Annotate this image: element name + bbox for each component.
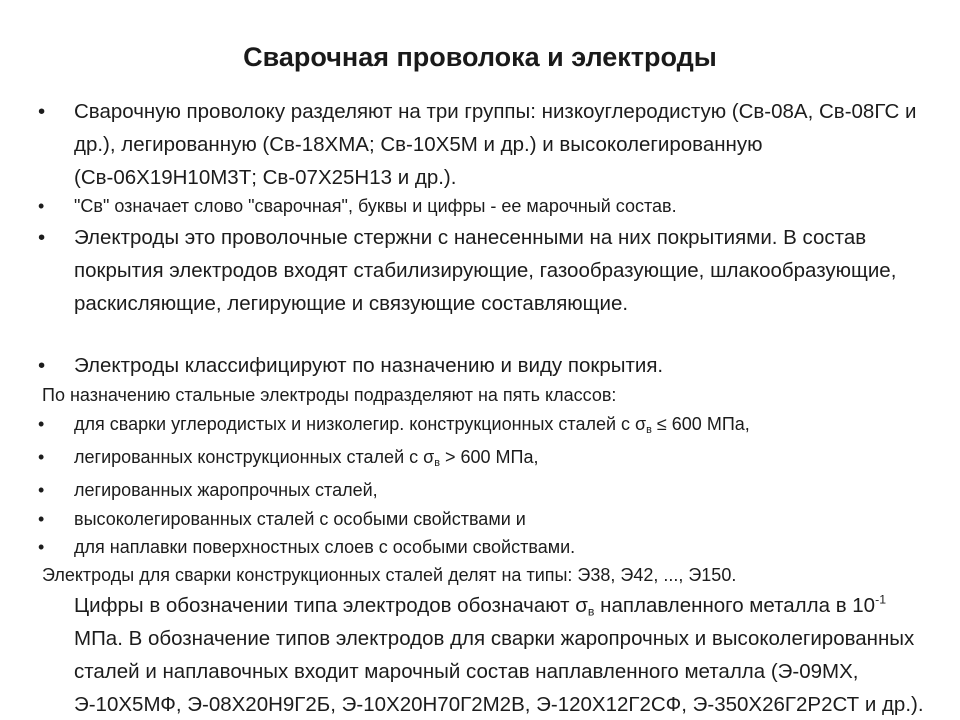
bullet-electrodes-definition xyxy=(38,221,946,320)
class-text: для сварки углеродистых и низколегир. конструкционных сталей с $\sigma_в \le 600$ МПа, xyxy=(74,414,750,437)
bullet-text: Электроды это проволочные стержни с нанесенными на них покрытиями. В состав покрытия электродов входят стабилизирующие, газообразующие, шлакообразующие, раскисляющие, легирующие и связующие составляющие. xyxy=(74,226,897,315)
bullet-text: Сварочную проволоку разделяют на три группы: низкоуглеродистую (Св-08А, Св-08ГС и др.), легированную (Св-18ХМА; Св-10Х5М и др.) и высоколегированную (Св-06Х19Н10М3Т; Св-07Х25Н13 и др.). xyxy=(74,100,917,189)
bullet-dot: • xyxy=(38,414,45,434)
class-item xyxy=(38,410,946,438)
bullet-text: "Св" означает слово "сварочная", буквы и цифры - ее марочный состав. xyxy=(74,196,677,216)
classes-intro: По назначению стальные электроды подразделяют на пять классов: xyxy=(42,385,617,405)
types-intro: Электроды для сварки конструкционных сталей делят на типы: Э38, Э42, ..., Э150. xyxy=(42,565,737,585)
bullet-dot: • xyxy=(38,226,46,249)
bullet-wire-groups xyxy=(38,95,946,194)
class-text: высоколегированных сталей с особыми свойствами и xyxy=(74,509,526,529)
class-text: для наплавки поверхностных слоев с особыми свойствами. xyxy=(74,537,576,557)
class-text: легированных конструкционных сталей с $\sigma_в > 600$ МПа, xyxy=(74,447,539,470)
bullet-dot: • xyxy=(38,196,45,216)
bullet-text: Электроды классифицируют по назначению и виду покрытия. xyxy=(74,354,664,377)
class-item xyxy=(38,476,946,504)
bullet-dot: • xyxy=(38,480,45,500)
class-item xyxy=(38,505,946,533)
bullet-dot: • xyxy=(38,447,45,467)
bullet-dot: • xyxy=(38,354,46,377)
slide-title: Сварочная проволока и электроды xyxy=(243,42,717,72)
class-item xyxy=(38,443,946,471)
types-detail: Цифры в обозначении типа электродов обозначают $\sigma_в$ наплавленного металла в $10^{-1}$ МПа. В обозначение типов электродов для сварки жаропрочных и высоколегированных сталей и наплавочных входит марочный состав наплавленного металла (Э-09МХ, Э-10Х5МФ, Э-08Х20Н9Г2Б, Э-10Х20Н70Г2М2В, Э-120Х12Г2СФ, Э-350Х26Г2Р2СТ и др.). xyxy=(74,592,924,716)
bullet-sv-meaning xyxy=(38,192,946,220)
bullet-dot: • xyxy=(38,509,45,529)
class-item xyxy=(38,533,946,561)
bullet-dot: • xyxy=(38,100,46,123)
bullet-electrodes-classification xyxy=(38,349,946,382)
class-text: легированных жаропрочных сталей, xyxy=(74,480,378,500)
bullet-dot: • xyxy=(38,537,45,557)
